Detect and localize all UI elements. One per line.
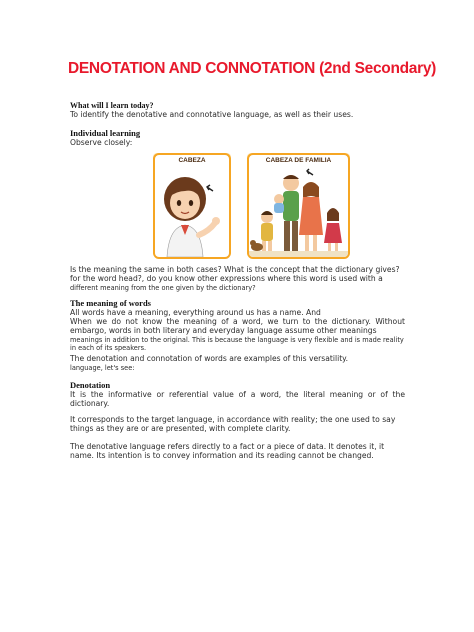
- meaning-p3: meanings in addition to the original. This is because the language is very flexible and is made reality in each of its speakers.: [70, 336, 404, 353]
- caption-cabeza-de-familia: CABEZA DE FAMILIA: [265, 157, 332, 164]
- meaning-p2: When we do not know the meaning of a word, we turn to the dictionary. Without embargo, words in both literary and everyday language assume other meanings: [70, 317, 405, 336]
- denotation-heading: Denotation: [70, 380, 111, 390]
- denotation-p1: It is the informative or referential value of a word, the literal meaning or of the dictionary.: [70, 390, 405, 409]
- meaning-p4: The denotation and connotation of words are examples of this versatility.: [70, 354, 348, 363]
- intro-heading: What will I learn today?: [70, 101, 154, 110]
- question-line-1: Is the meaning the same in both cases? What is the concept that the dictionary gives? for the word head?, do you know other expressions where this word is used with a: [70, 265, 400, 284]
- individual-heading: Individual learning: [70, 128, 141, 138]
- intro-text: To identify the denotative and connotative language, as well as their uses.: [70, 110, 354, 119]
- denotation-p2: It corresponds to the target language, in accordance with reality; the one used to say things as they are or are presented, with complete clarity.: [70, 415, 396, 434]
- question-paragraph: [70, 265, 405, 283]
- caption-cabeza: CABEZA: [178, 157, 206, 164]
- family-illustration: [247, 153, 350, 259]
- denotation-p3: The denotative language refers directly to a fact or a piece of data. It denotes it, it name. Its intention is to convey information and its reading cannot be changed.: [70, 442, 385, 461]
- meaning-p1: All words have a meaning, everything around us has a name. And: [70, 308, 321, 317]
- meaning-heading: The meaning of words: [70, 298, 151, 308]
- girl-pointing-head-image: [155, 165, 229, 257]
- head-illustration: [153, 153, 231, 259]
- family-image: [249, 165, 348, 257]
- meaning-p5: language, let's see:: [70, 364, 135, 372]
- page-title: DENOTATION AND CONNOTATION (2nd Secondary): [68, 60, 437, 77]
- individual-text: Observe closely:: [70, 138, 133, 147]
- question-line-2: different meaning from the one given by the dictionary?: [70, 284, 256, 292]
